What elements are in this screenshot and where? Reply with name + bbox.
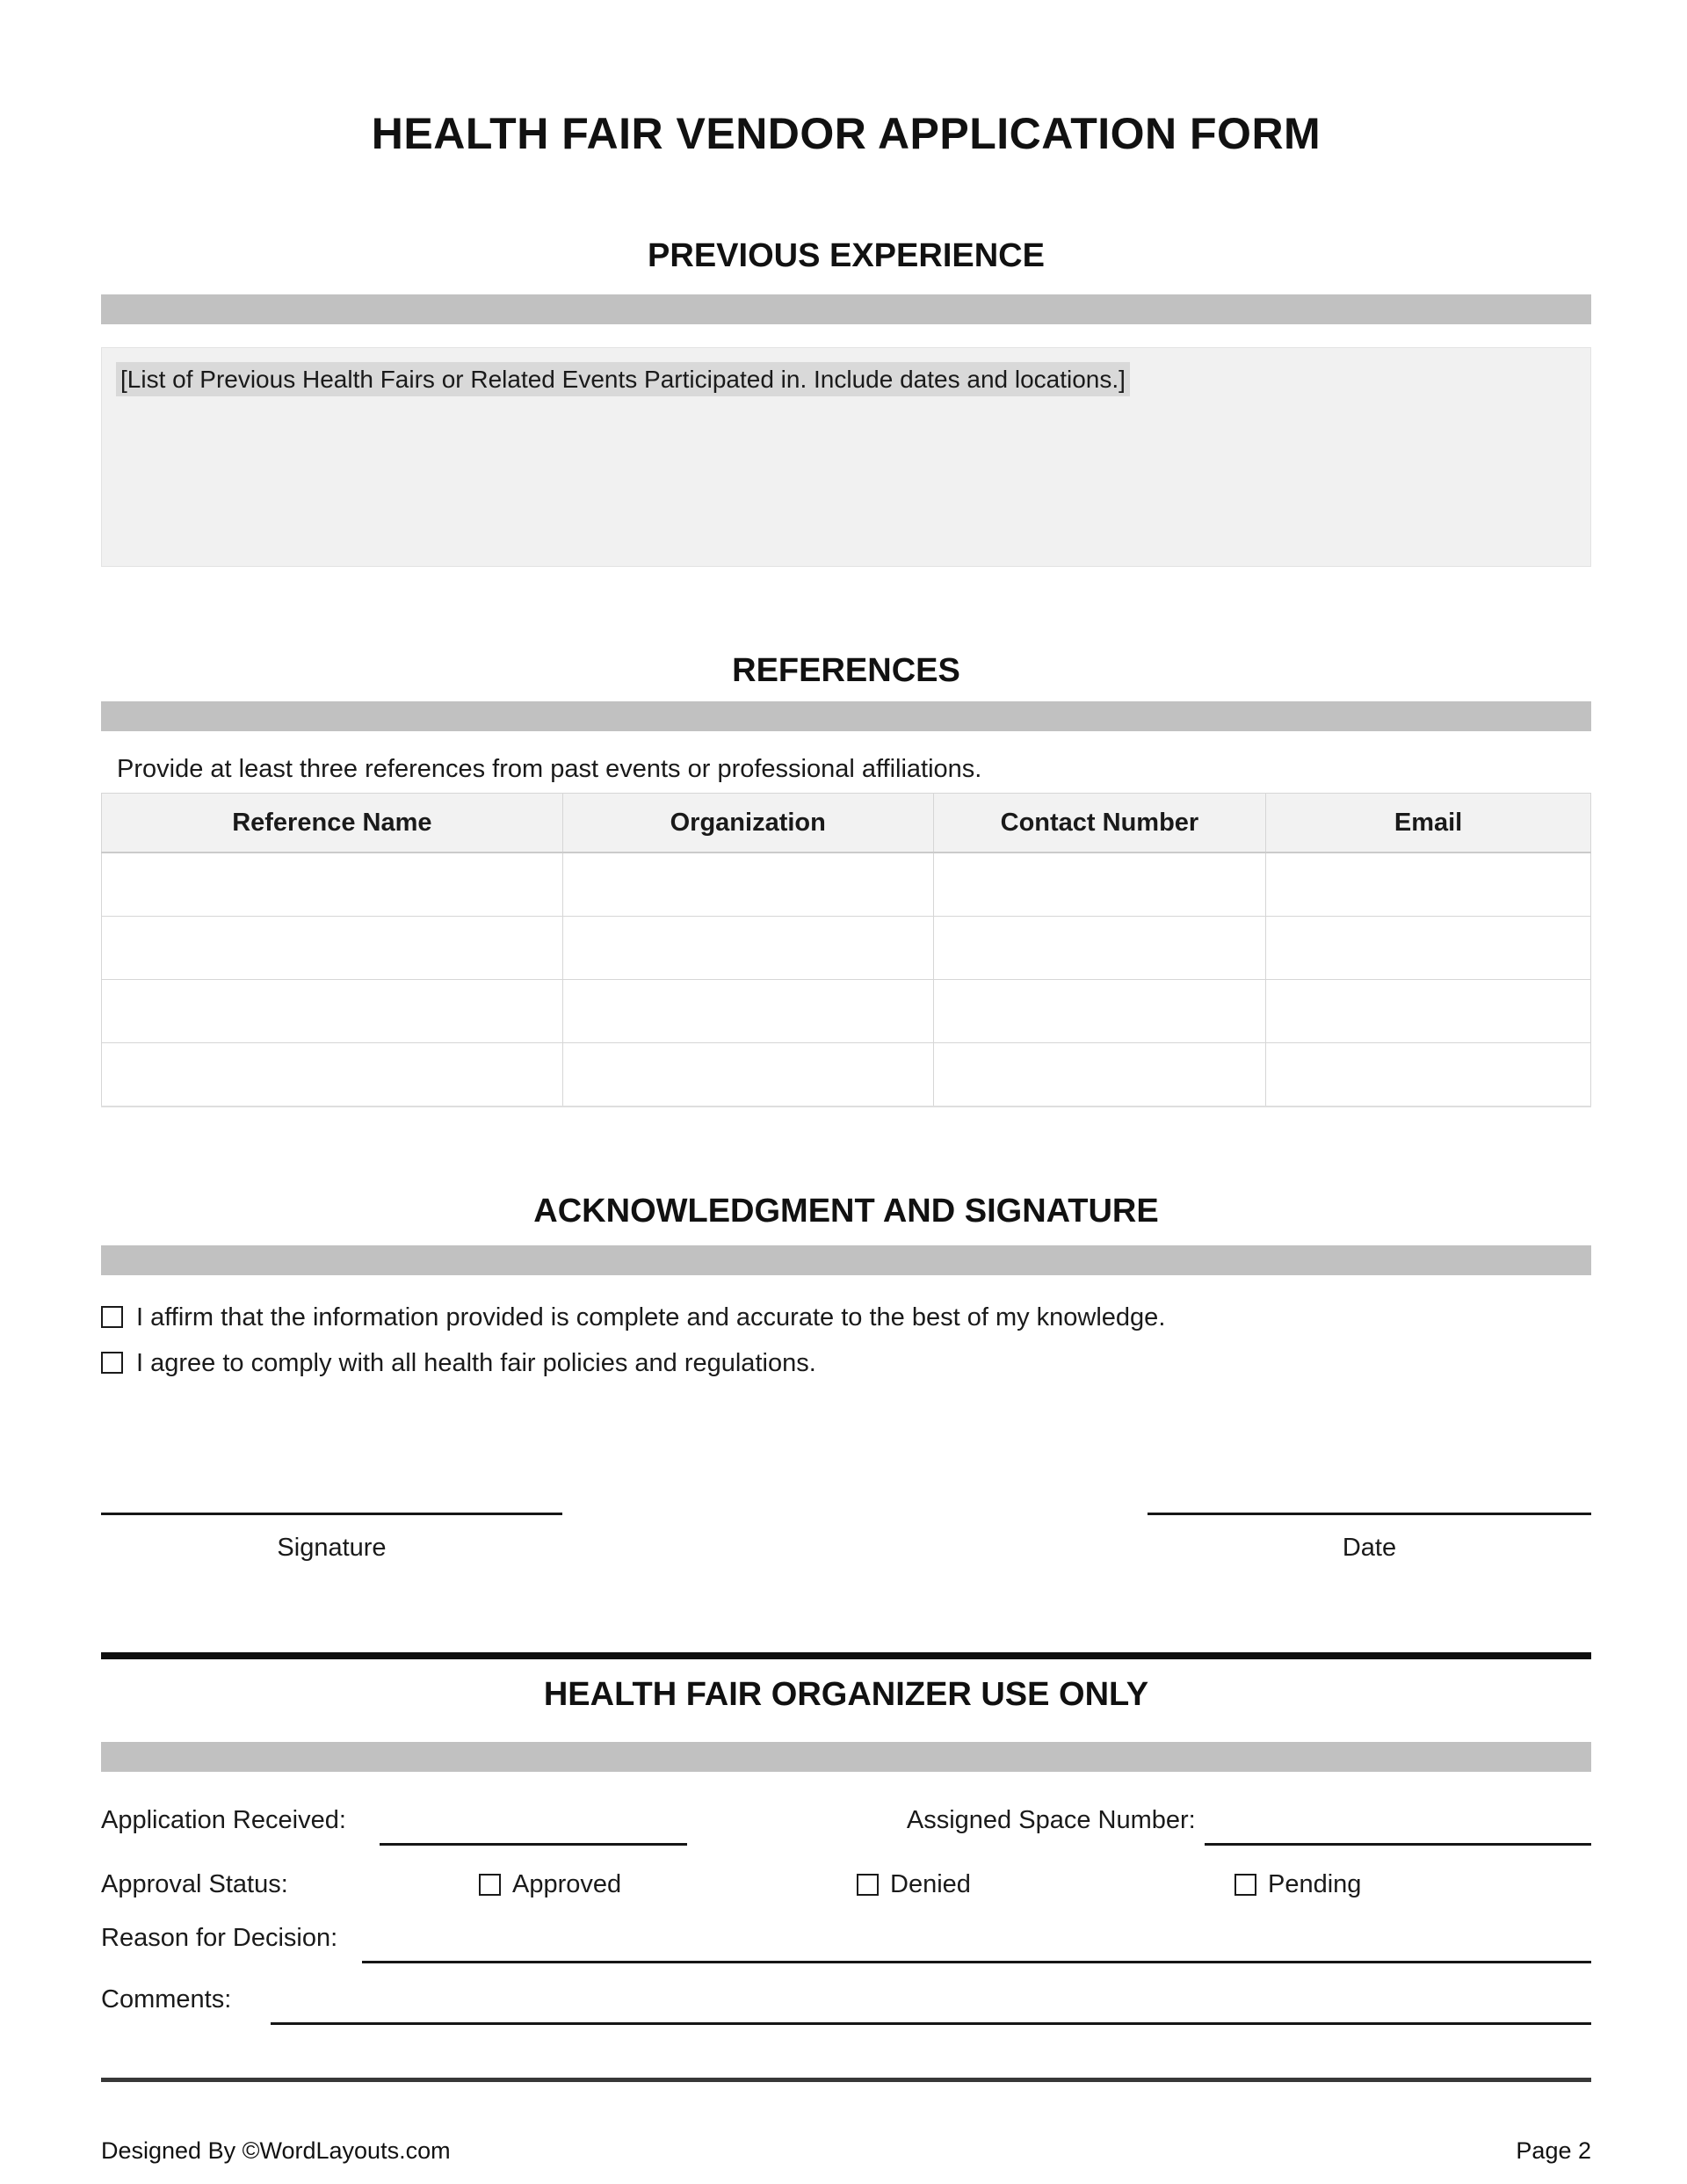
pending-option bbox=[1234, 1869, 1361, 1900]
comments-field[interactable] bbox=[271, 1984, 1591, 2025]
table-cell[interactable] bbox=[1266, 1043, 1591, 1107]
reason-for-decision-field[interactable] bbox=[362, 1922, 1591, 1963]
signature-date-row bbox=[101, 1513, 1591, 1564]
table-cell[interactable] bbox=[562, 1043, 933, 1107]
comments-row bbox=[101, 1983, 1591, 2025]
references-table bbox=[101, 793, 1591, 1107]
agree-checkbox-row bbox=[101, 1348, 1591, 1379]
footer-divider bbox=[101, 2078, 1591, 2082]
table-cell[interactable] bbox=[562, 980, 933, 1043]
table-row bbox=[102, 980, 1591, 1043]
section-bar bbox=[101, 294, 1591, 324]
page-title: HEALTH FAIR VENDOR APPLICATION FORM bbox=[371, 109, 1321, 158]
references-table-header bbox=[102, 794, 1591, 853]
table-cell[interactable] bbox=[562, 917, 933, 980]
table-cell[interactable] bbox=[933, 1043, 1265, 1107]
table-cell[interactable] bbox=[933, 980, 1265, 1043]
previous-experience-placeholder[interactable]: [List of Previous Health Fairs or Related Events Participated in. Include dates and locations.] bbox=[116, 362, 1130, 396]
assigned-space-number-field[interactable] bbox=[1205, 1804, 1591, 1846]
previous-experience-textarea[interactable] bbox=[101, 347, 1591, 567]
pending-label: Pending bbox=[1268, 1869, 1362, 1898]
table-cell[interactable] bbox=[933, 917, 1265, 980]
section-bar bbox=[101, 1742, 1591, 1772]
table-row bbox=[102, 853, 1591, 917]
table-cell[interactable] bbox=[1266, 917, 1591, 980]
table-cell[interactable] bbox=[562, 853, 933, 917]
assigned-space-number-label: Assigned Space Number: bbox=[906, 1806, 1196, 1834]
denied-label: Denied bbox=[890, 1869, 971, 1898]
date-field[interactable] bbox=[1148, 1513, 1591, 1564]
approved-option bbox=[479, 1869, 857, 1900]
section-bar bbox=[101, 1245, 1591, 1275]
affirm-checkbox-row bbox=[101, 1302, 1591, 1333]
credit-text: Designed By ©WordLayouts.com bbox=[101, 2137, 451, 2164]
denied-option bbox=[857, 1869, 1234, 1900]
page-number: Page 2 bbox=[1516, 2137, 1591, 2164]
denied-checkbox[interactable] bbox=[857, 1874, 879, 1896]
agree-checkbox-label: I agree to comply with all health fair policies and regulations. bbox=[136, 1349, 816, 1377]
date-label: Date bbox=[1342, 1534, 1397, 1562]
page-footer bbox=[101, 2137, 1591, 2166]
organizer-section-divider bbox=[101, 1652, 1591, 1659]
table-row bbox=[102, 1043, 1591, 1107]
table-cell[interactable] bbox=[102, 980, 563, 1043]
application-received-row bbox=[101, 1803, 1591, 1846]
table-header-row bbox=[102, 794, 1591, 853]
table-cell[interactable] bbox=[1266, 853, 1591, 917]
agree-checkbox[interactable] bbox=[101, 1352, 123, 1374]
table-cell[interactable] bbox=[102, 917, 563, 980]
approval-status-label: Approval Status: bbox=[101, 1869, 288, 1898]
table-cell[interactable] bbox=[1266, 980, 1591, 1043]
table-cell[interactable] bbox=[933, 853, 1265, 917]
column-header-reference-name: Reference Name bbox=[102, 794, 563, 853]
references-instruction: Provide at least three references from past events or professional affiliations. bbox=[117, 755, 982, 783]
table-row bbox=[102, 917, 1591, 980]
comments-label: Comments: bbox=[101, 1985, 232, 2013]
affirm-checkbox-label: I affirm that the information provided is complete and accurate to the best of my knowledge. bbox=[136, 1303, 1166, 1331]
approved-label: Approved bbox=[512, 1869, 622, 1898]
signature-label: Signature bbox=[277, 1534, 387, 1562]
organizer-heading: HEALTH FAIR ORGANIZER USE ONLY bbox=[543, 1676, 1149, 1713]
section-bar bbox=[101, 701, 1591, 731]
references-heading: REFERENCES bbox=[732, 652, 960, 689]
column-header-email: Email bbox=[1266, 794, 1591, 853]
approval-status-row bbox=[101, 1867, 1591, 1902]
previous-experience-heading: PREVIOUS EXPERIENCE bbox=[648, 237, 1045, 274]
table-cell[interactable] bbox=[102, 1043, 563, 1107]
acknowledgment-heading: ACKNOWLEDGMENT AND SIGNATURE bbox=[533, 1193, 1159, 1230]
reason-for-decision-label: Reason for Decision: bbox=[101, 1924, 338, 1952]
affirm-checkbox[interactable] bbox=[101, 1306, 123, 1328]
signature-field[interactable] bbox=[101, 1513, 562, 1564]
approved-checkbox[interactable] bbox=[479, 1874, 501, 1896]
application-received-field[interactable] bbox=[380, 1804, 687, 1846]
pending-checkbox[interactable] bbox=[1234, 1874, 1256, 1896]
references-table-body bbox=[102, 853, 1591, 1107]
table-cell[interactable] bbox=[102, 853, 563, 917]
column-header-contact-number: Contact Number bbox=[933, 794, 1265, 853]
reason-for-decision-row bbox=[101, 1921, 1591, 1963]
column-header-organization: Organization bbox=[562, 794, 933, 853]
application-received-label: Application Received: bbox=[101, 1806, 346, 1834]
